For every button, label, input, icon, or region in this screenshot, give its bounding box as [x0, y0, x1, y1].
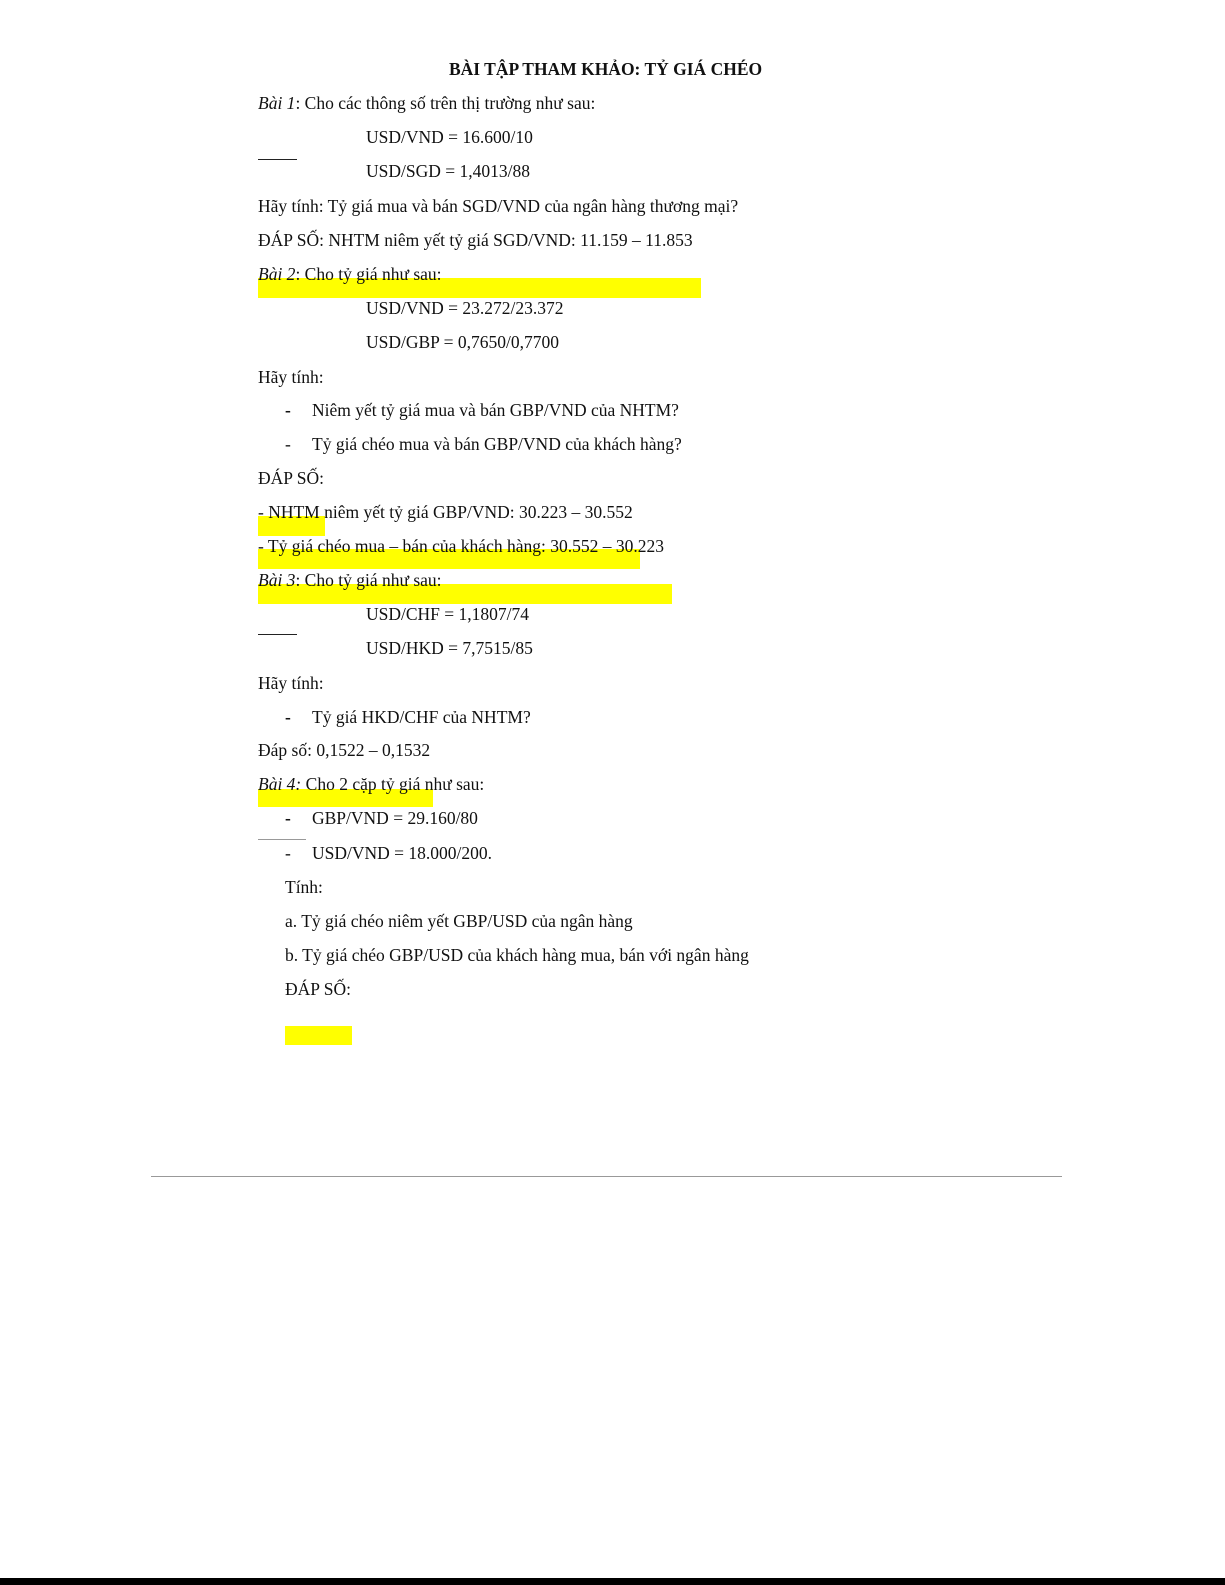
bai4-prompt: Tính: — [285, 877, 323, 897]
bai4-question-b: b. Tỷ giá chéo GBP/USD của khách hàng mua, bán với ngân hàng — [285, 945, 749, 965]
bai4-rate1: GBP/VND = 29.160/80 — [312, 808, 478, 828]
bai4-question-a: a. Tỷ giá chéo niêm yết GBP/USD của ngân hàng — [285, 911, 633, 931]
bai3-heading — [258, 569, 442, 591]
bai1-label: Bài 1 — [258, 93, 296, 113]
bai1-heading — [258, 92, 595, 114]
bai3-prompt: Hãy tính: — [258, 673, 324, 693]
bai3-intro: : Cho tỷ giá như sau: — [295, 570, 442, 590]
bai2-intro: : Cho tỷ giá như sau: — [295, 264, 442, 284]
bai1-rate2: USD/SGD = 1,4013/88 — [366, 161, 530, 181]
bai1-intro: : Cho các thông số trên thị trường như sau: — [295, 93, 596, 113]
bai2-answer-2: - Tỷ giá chéo mua – bán của khách hàng: 30.552 – 30.223 — [258, 536, 664, 556]
bai3-question-1: Tỷ giá HKD/CHF của NHTM? — [312, 707, 531, 727]
bai2-rate2: USD/GBP = 0,7650/0,7700 — [366, 332, 559, 352]
bai2-question-1: Niêm yết tỷ giá mua và bán GBP/VND của NHTM? — [312, 400, 679, 420]
bai4-bullet-1: - — [285, 808, 291, 828]
bai1-question: Hãy tính: Tỷ giá mua và bán SGD/VND của ngân hàng thương mại? — [258, 196, 739, 216]
bottom-edge-bar — [0, 1578, 1225, 1585]
page-break-rule — [151, 1176, 1062, 1177]
bai2-bullet-2: - — [285, 434, 291, 454]
bai4-answer-heading: ĐÁP SỐ: — [285, 979, 351, 999]
bai4-rate2: USD/VND = 18.000/200. — [312, 843, 493, 863]
bai2-bullet-1: - — [285, 400, 291, 420]
short-rule — [258, 159, 297, 160]
bai2-prompt: Hãy tính: — [258, 367, 324, 387]
bai2-answer-heading: ĐÁP SỐ: — [258, 468, 324, 488]
bai3-bullet-1: - — [285, 707, 291, 727]
bai3-label: Bài 3 — [258, 570, 296, 590]
bai2-label: Bài 2 — [258, 264, 296, 284]
bai2-question-2: Tỷ giá chéo mua và bán GBP/VND của khách hàng? — [312, 434, 682, 454]
document-title: BÀI TẬP THAM KHẢO: TỶ GIÁ CHÉO — [449, 59, 763, 79]
short-rule — [258, 839, 306, 840]
bai4-heading — [258, 773, 484, 795]
bai2-heading — [258, 263, 442, 285]
bai2-answer-1: - NHTM niêm yết tỷ giá GBP/VND: 30.223 – 30.552 — [258, 502, 633, 522]
bai3-answer: Đáp số: 0,1522 – 0,1532 — [258, 740, 431, 760]
bai3-rate2: USD/HKD = 7,7515/85 — [366, 638, 533, 658]
highlight-empty-answer — [285, 1026, 352, 1045]
bai3-rate1: USD/CHF = 1,1807/74 — [366, 604, 530, 624]
bai4-label: Bài 4: — [258, 774, 302, 794]
bai1-rate1: USD/VND = 16.600/10 — [366, 127, 533, 147]
bai2-rate1: USD/VND = 23.272/23.372 — [366, 298, 564, 318]
bai1-answer: ĐÁP SỐ: NHTM niêm yết tỷ giá SGD/VND: 11.159 – 11.853 — [258, 230, 693, 250]
short-rule — [258, 634, 297, 635]
bai4-intro: Cho 2 cặp tỷ giá như sau: — [301, 774, 485, 794]
bai4-bullet-2: - — [285, 843, 291, 863]
